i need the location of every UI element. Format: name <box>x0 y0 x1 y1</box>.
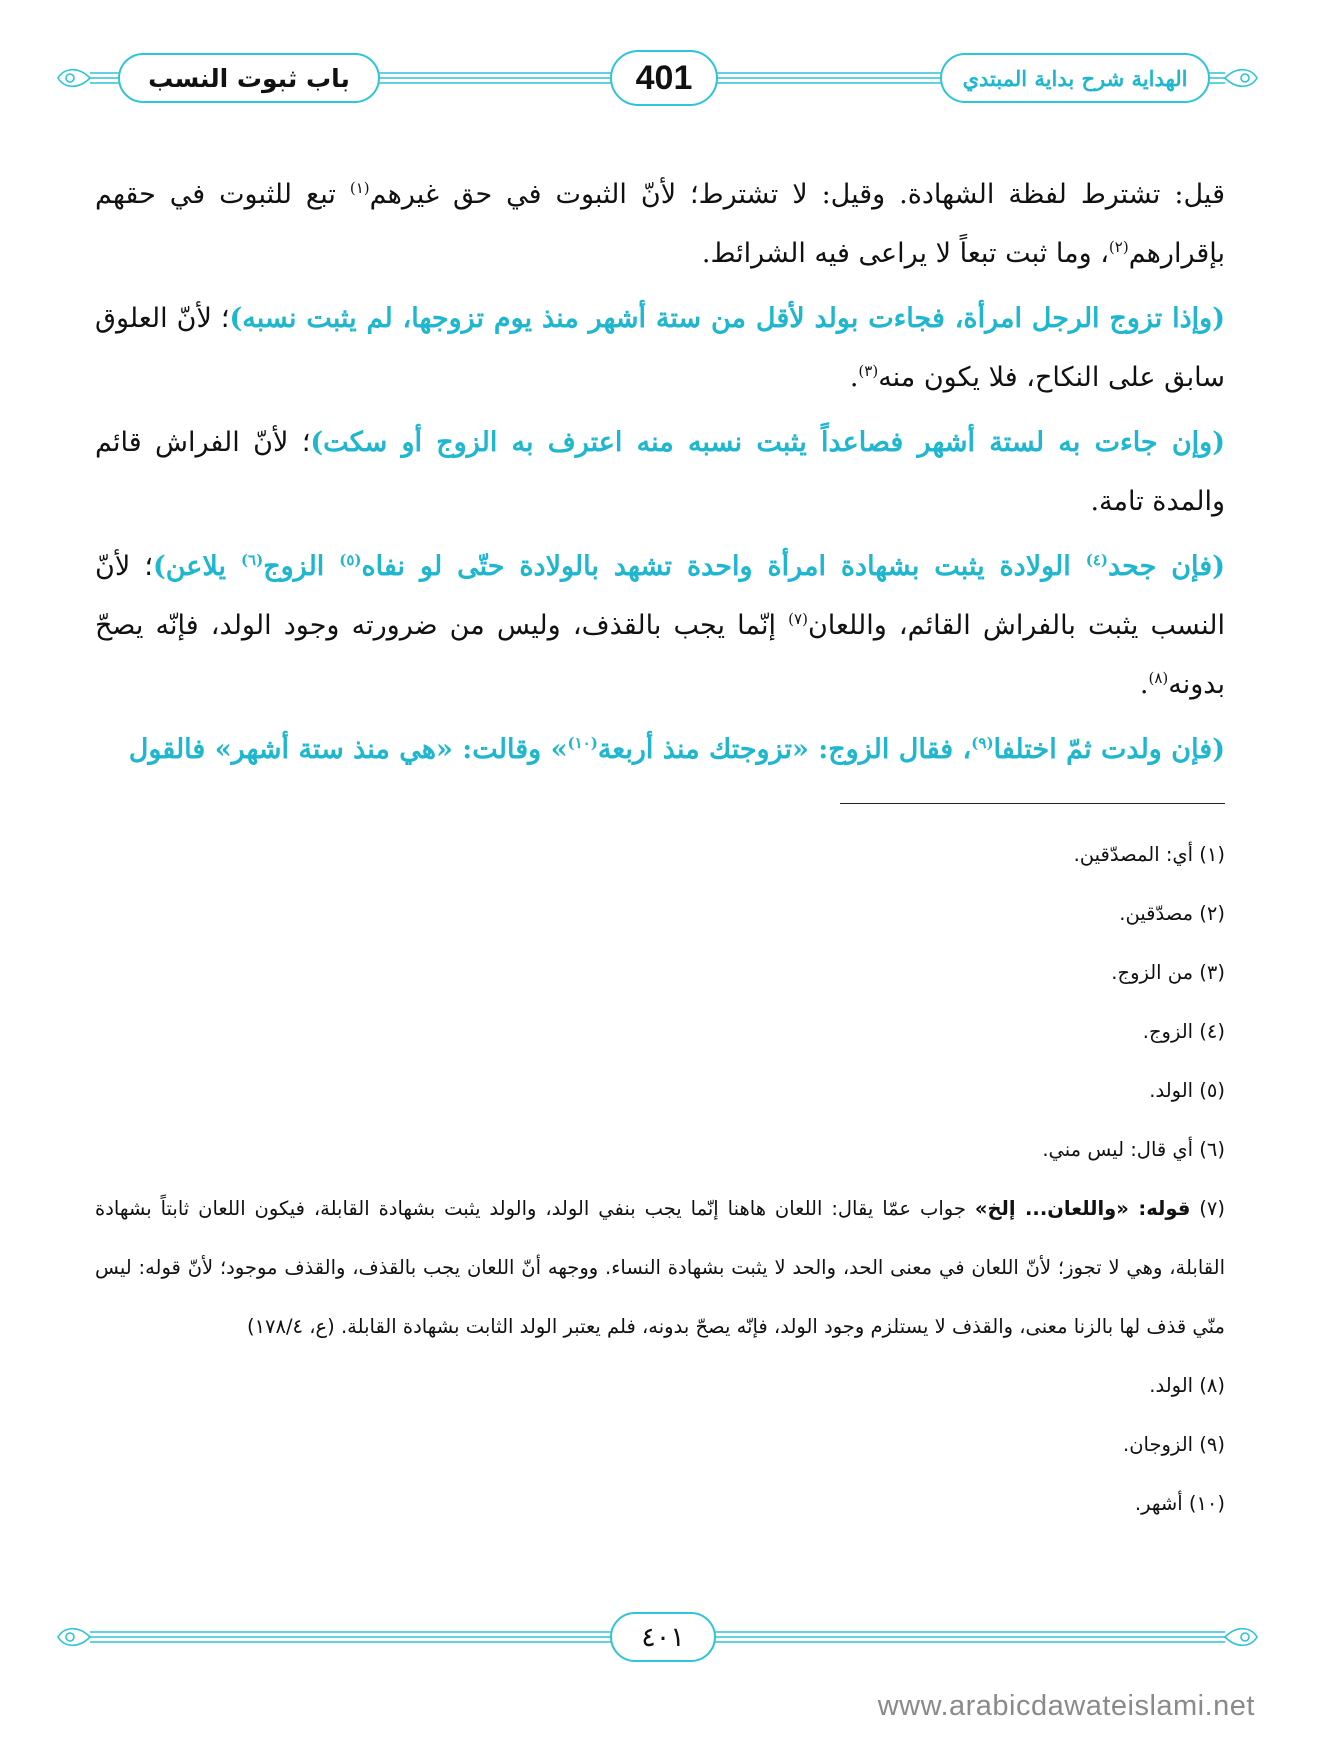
footnote-text: مصدّقين. <box>1119 902 1194 925</box>
matn-highlight: (وإن جاءت به لستة أشهر فصاعداً يثبت نسبه منه اعترف به الزوج أو سكت) <box>310 427 1225 458</box>
p4-text: ؛ لأنّ النسب يثبت بالفراش القائم، واللعان <box>95 551 1225 641</box>
footnote-text: الولد. <box>1149 1079 1194 1102</box>
header-page-number: 401 <box>610 50 718 106</box>
paragraph-3 <box>95 413 1225 531</box>
p4-end: . <box>1139 669 1149 700</box>
footnote-7 <box>95 1179 1225 1356</box>
footnote-2 <box>95 884 1225 943</box>
footnote-number: (٣) <box>1199 961 1225 984</box>
footnote-number: (٢) <box>1199 902 1225 925</box>
footnote-3 <box>95 943 1225 1002</box>
chapter-title: باب ثبوت النسب <box>118 53 380 103</box>
footnote-ref: (٤) <box>1085 551 1108 569</box>
matn-highlight: ، فقال الزوج: «تزوجتك منذ أربعة <box>597 734 972 765</box>
page-header <box>50 48 1265 108</box>
footnote-text: جواب عمّا يقال: اللعان هاهنا إنّما يجب بنفي الولد، والولد يثبت بشهادة القابلة، فيكون اللعان ثابتاً بشهادة القابلة، وهي لا تجوز؛ لأنّ اللعان في معنى الحد، والحد لا يثبت بشهادة النساء. ووجهه أنّ اللعان يجب بالقذف، والقذف موجود؛ لأنّ قوله: ليس منّي قذف لها بالزنا معنى، والقذف لا يستلزم وجود الولد، فإنّه يصحّ بدونه، فلم يعتبر الولد الثابت بشهادة القابلة. (ع، ١٧٨/٤) <box>95 1197 1225 1338</box>
footnote-text: أشهر. <box>1134 1492 1183 1515</box>
footnote-number: (٨) <box>1199 1374 1225 1397</box>
footnote-ref: (٨) <box>1148 669 1169 687</box>
footnote-ref: (٢) <box>1108 238 1129 256</box>
footnote-text: أي قال: ليس مني. <box>1042 1138 1194 1161</box>
main-text <box>95 165 1225 785</box>
website-url[interactable]: www.arabicdawateislami.net <box>877 1690 1255 1722</box>
p1-text-2: تبع للثبوت في حقهم بإقرارهم <box>95 179 1225 269</box>
footnote-ref: (١) <box>349 179 370 197</box>
paragraph-5 <box>95 720 1225 779</box>
book-title: الهداية شرح بداية المبتدي <box>940 53 1210 103</box>
matn-highlight: الولادة يثبت بشهادة امرأة واحدة تشهد بالولادة حتّى لو نفاه <box>361 551 1086 582</box>
footnote-text: الزوجان. <box>1123 1433 1194 1456</box>
matn-highlight: يلاعن) <box>152 551 241 582</box>
matn-highlight: الزوج <box>263 551 340 582</box>
footnote-text: أي: المصدّقين. <box>1073 843 1194 866</box>
footnote-ref: (٥) <box>339 551 362 569</box>
footnote-number: (١) <box>1199 843 1225 866</box>
footnote-lemma: قوله: «واللعان... إلخ» <box>974 1197 1191 1220</box>
footer-page-number: ٤٠١ <box>610 1612 716 1662</box>
p1-text: قيل: تشترط لفظة الشهادة. وقيل: لا تشترط؛ لأنّ الثبوت في حق غيرهم <box>369 179 1225 210</box>
footnote-text: الزوج. <box>1142 1020 1194 1043</box>
footnote-number: (١٠) <box>1188 1492 1225 1515</box>
footnote-6 <box>95 1120 1225 1179</box>
footnote-5 <box>95 1061 1225 1120</box>
p2-text: ؛ لأنّ العلوق سابق على النكاح، فلا يكون منه <box>95 303 1225 393</box>
footnote-text: الولد. <box>1149 1374 1194 1397</box>
footnote-ref: (٧) <box>788 610 808 628</box>
paragraph-2 <box>95 289 1225 407</box>
matn-highlight: (فإن ولدت ثمّ اختلفا <box>993 734 1225 765</box>
paragraph-1 <box>95 165 1225 283</box>
page-footer <box>50 1610 1265 1666</box>
footnote-8 <box>95 1356 1225 1415</box>
footnote-number: (٩) <box>1199 1433 1225 1456</box>
matn-highlight: » وقالت: «هي منذ ستة أشهر» فالقول <box>128 734 568 765</box>
footnote-number: (٦) <box>1199 1138 1225 1161</box>
footnote-9 <box>95 1415 1225 1474</box>
p4-text-2: إنّما يجب بالقذف، وليس من ضرورته وجود الولد، فإنّه يصحّ بدونه <box>95 610 1225 700</box>
matn-highlight: (وإذا تزوج الرجل امرأة، فجاءت بولد لأقل من ستة أشهر منذ يوم تزوجها، لم يثبت نسبه) <box>229 303 1225 334</box>
p1-text-3: ، وما ثبت تبعاً لا يراعى فيه الشرائط. <box>701 238 1109 269</box>
footnote-10 <box>95 1474 1225 1533</box>
footnote-ref: (٦) <box>240 551 264 569</box>
footnote-ref: (٩) <box>971 734 994 752</box>
footnote-1 <box>95 825 1225 884</box>
p3-text: ؛ لأنّ الفراش قائم والمدة تامة. <box>95 427 1225 517</box>
p2-end: . <box>849 362 859 393</box>
footnote-number: (٥) <box>1199 1079 1225 1102</box>
footnote-number: (٧) <box>1199 1197 1225 1220</box>
matn-highlight: (فإن جحد <box>1108 551 1225 582</box>
paragraph-4 <box>95 537 1225 714</box>
footnotes <box>95 825 1225 1533</box>
footnote-ref: (١٠) <box>567 734 598 752</box>
footnote-text: من الزوج. <box>1111 961 1194 984</box>
footnote-ref: (٣) <box>858 362 879 380</box>
footnote-4 <box>95 1002 1225 1061</box>
footnote-divider <box>840 803 1225 804</box>
footnote-number: (٤) <box>1199 1020 1225 1043</box>
